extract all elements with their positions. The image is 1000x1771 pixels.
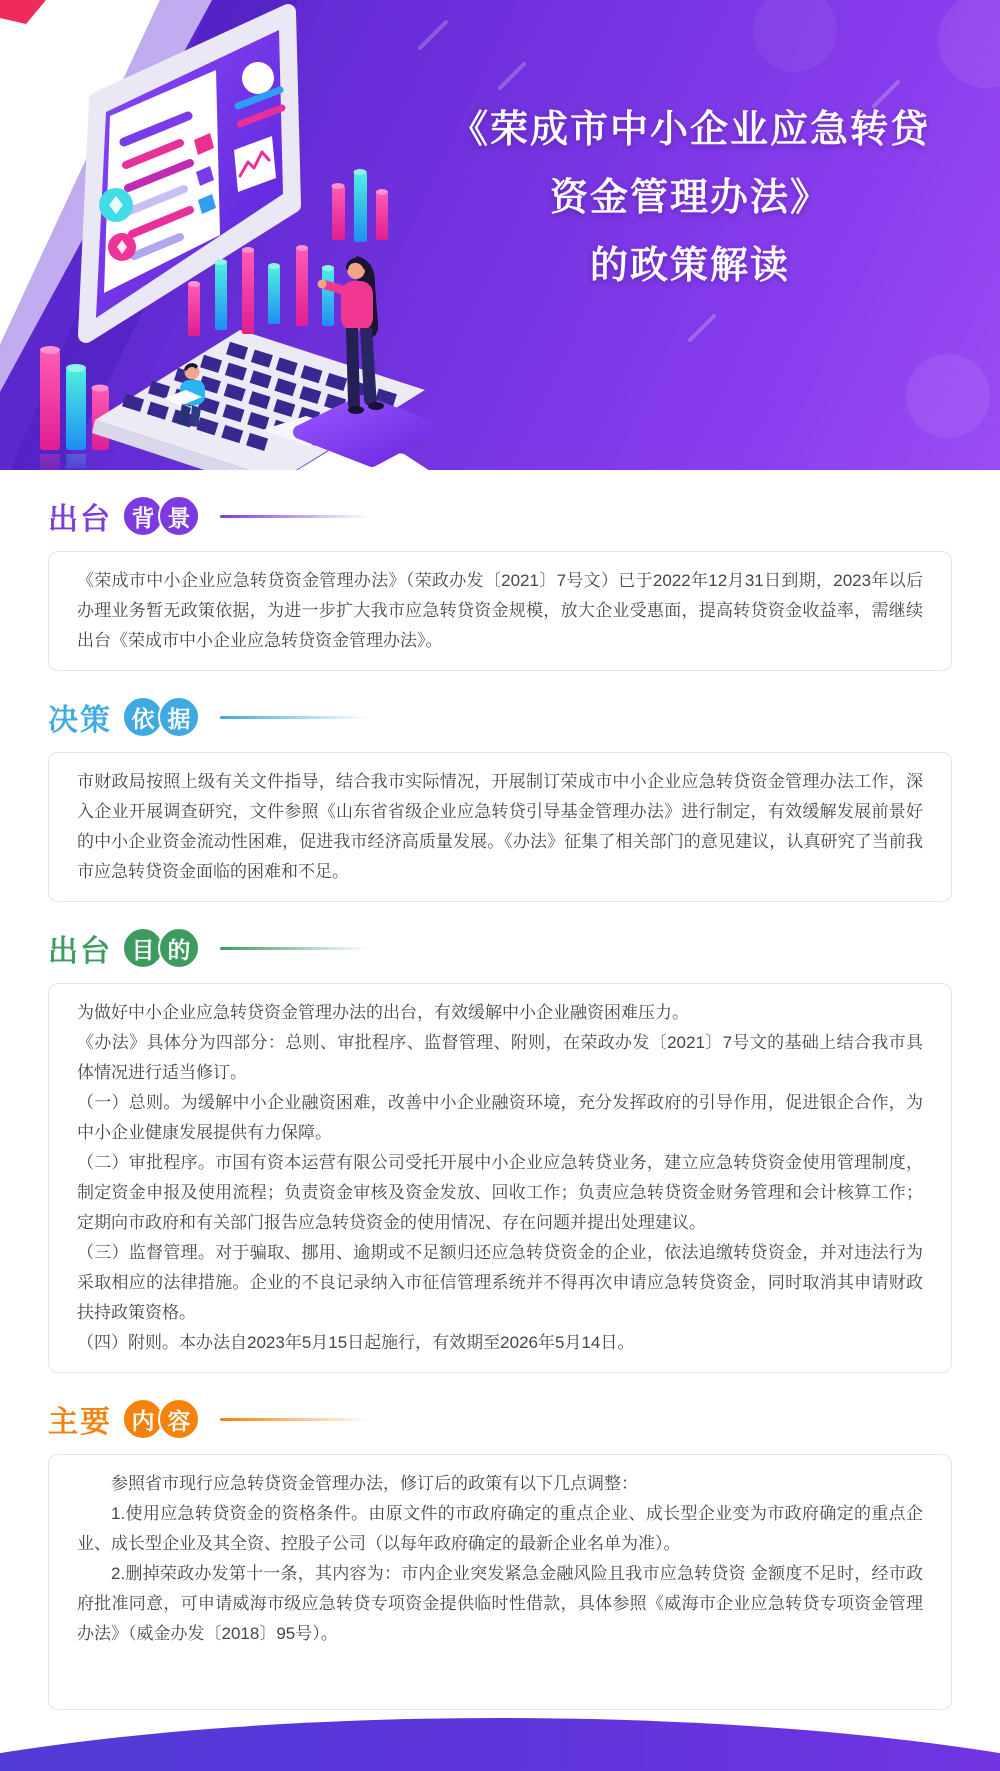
paragraph: （二）审批程序。市国有资本运营有限公司受托开展中小企业应急转贷业务，建立应急转贷资金使用管理制度，制定资金申报及使用流程；负责资金审核及资金发放、回收工作；负责应急转贷资金财务管理和会计核算工作；定期向市政府和有关部门报告应急转贷资金的使用情况、存在问题并提出处理建议。	[77, 1153, 923, 1232]
divider-line	[220, 947, 370, 950]
divider-line	[220, 1418, 370, 1421]
badge-char: 依	[122, 696, 164, 738]
section-background	[48, 494, 952, 671]
section-header	[48, 695, 952, 739]
paragraph: 《办法》具体分为四部分：总则、审批程序、监督管理、附则，在荣政办发〔2021〕7号文的基础上结合我市具体情况进行适当修订。	[77, 1033, 923, 1082]
badge-char: 目	[122, 927, 164, 969]
footer-curve	[0, 1718, 1000, 1771]
content-box	[48, 752, 952, 902]
section-purpose	[48, 926, 952, 1373]
badge-char: 景	[158, 495, 200, 537]
section-header	[48, 494, 952, 538]
content-box	[48, 551, 952, 671]
banner	[0, 0, 1000, 470]
section-header	[48, 1397, 952, 1441]
paragraph: （三）监督管理。对于骗取、挪用、逾期或不足额归还应急转贷资金的企业，依法追缴转贷资金，并对违法行为采取相应的法律措施。企业的不良记录纳入市征信管理系统并不得再次申请应急转贷资金，同时取消其申请财政扶持政策资格。	[77, 1243, 923, 1322]
badge-char: 内	[122, 1398, 164, 1440]
section-basis	[48, 695, 952, 902]
content-box	[48, 983, 952, 1373]
page-title-line-1: 《荣成市中小企业应急转贷	[449, 109, 930, 151]
paragraph: （一）总则。为缓解中小企业融资困难，改善中小企业融资环境，充分发挥政府的引导作用，促进银企合作，为中小企业健康发展提供有力保障。	[77, 1093, 923, 1142]
badge-char: 背	[122, 495, 164, 537]
paragraph: 市财政局按照上级有关文件指导，结合我市实际情况，开展制订荣成市中小企业应急转贷资金管理办法工作，深入企业开展调查研究，文件参照《山东省省级企业应急转贷引导基金管理办法》进行制定，有效缓解发展前景好的中小企业资金流动性困难，促进我市经济高质量发展。《办法》征集了相关部门的意见建议，认真研究了当前我市应急转贷资金面临的困难和不足。	[77, 772, 923, 881]
section-label: 决策	[48, 704, 112, 737]
content-box	[48, 1454, 952, 1710]
paragraph: （四）附则。本办法自2023年5月15日起施行，有效期至2026年5月14日。	[77, 1333, 635, 1352]
section-label: 出台	[48, 503, 112, 536]
bar-chart-right-icon	[332, 169, 389, 242]
paragraph: 参照省市现行应急转贷资金管理办法，修订后的政策有以下几点调整：	[111, 1474, 638, 1493]
badge-char: 的	[158, 927, 200, 969]
section-main-content	[48, 1397, 952, 1710]
avatar	[242, 62, 274, 94]
paragraph: 2.删掉荣政办发第十一条，其内容为：市内企业突发紧急金融风险且我市应急转贷资 金额度不足时，经市政府批准同意，可申请威海市级应急转贷专项资金提供临时性借款，具体参照《威海市企业应急转贷专项资金管理办法》（威金办发〔2018〕95号）。	[77, 1564, 923, 1643]
paragraph: 《荣成市中小企业应急转贷资金管理办法》（荣政办发〔2021〕7号文）已于2022年12月31日到期，2023年以后办理业务暂无政策依据，为进一步扩大我市应急转贷资金规模，放大企业受惠面，提高转贷资金收益率，需继续出台《荣成市中小企业应急转贷资金管理办法》。	[77, 571, 923, 650]
section-header	[48, 926, 952, 970]
page-title-line-2: 资金管理办法》	[549, 177, 830, 219]
badge-char: 据	[158, 696, 200, 738]
page-title	[395, 96, 985, 300]
divider-line	[220, 716, 370, 719]
badge-char: 容	[158, 1398, 200, 1440]
page-title-line-3: 的政策解读	[589, 245, 790, 287]
section-label: 主要	[48, 1406, 112, 1439]
divider-line	[220, 515, 370, 518]
section-label: 出台	[48, 935, 112, 968]
paragraph: 为做好中小企业应急转贷资金管理办法的出台，有效缓解中小企业融资困难压力。	[77, 1003, 689, 1022]
content	[48, 494, 952, 1710]
paragraph: 1.使用应急转贷资金的资格条件。由原文件的市政府确定的重点企业、成长型企业变为市政府确定的重点企业、成长型企业及其全资、控股子公司（以每年政府确定的最新企业名单为准）。	[77, 1504, 923, 1553]
